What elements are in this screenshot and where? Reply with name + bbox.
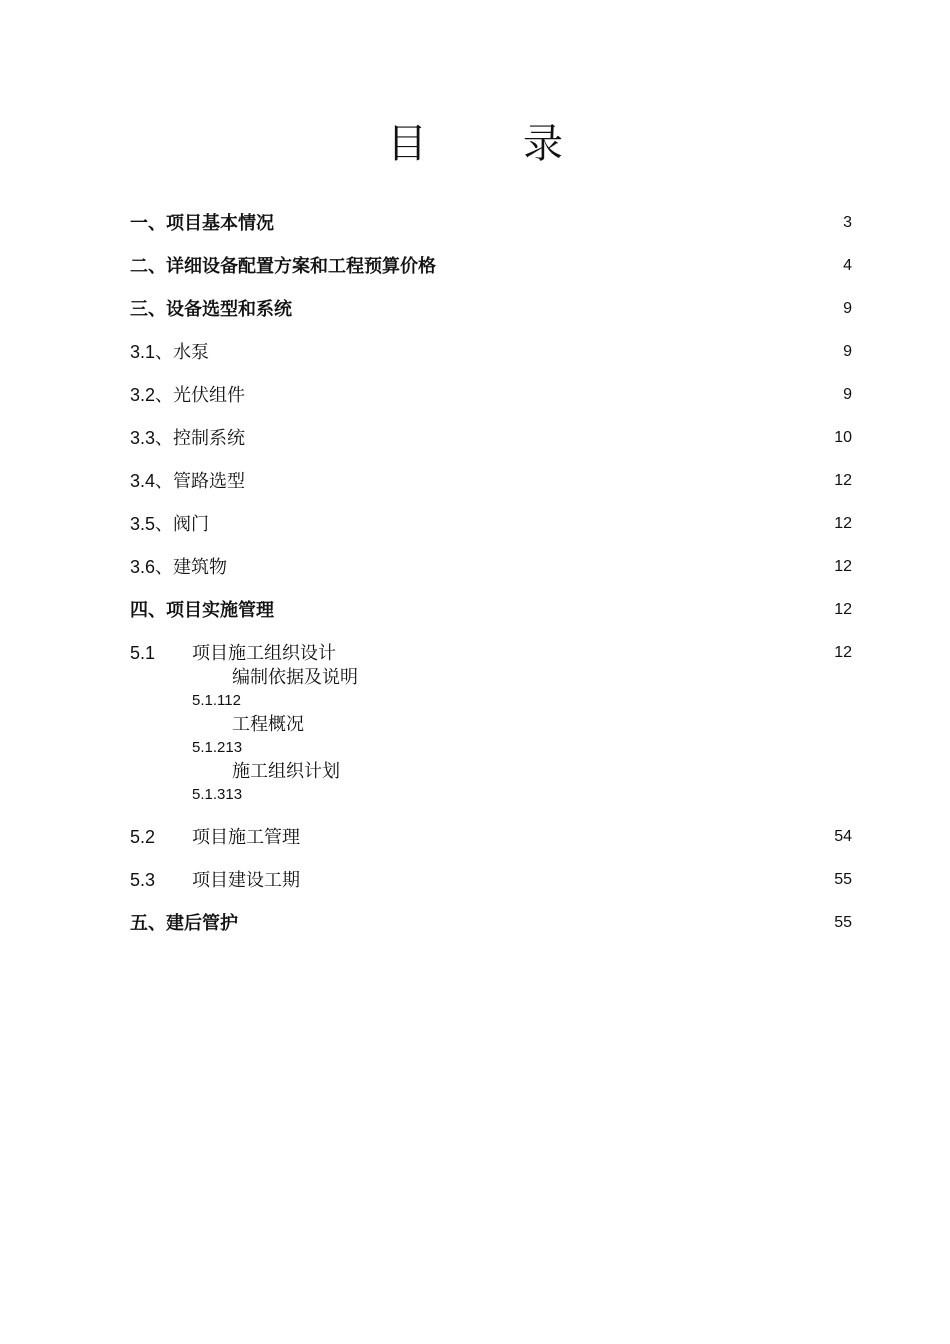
- toc-entry-page: 4: [843, 257, 852, 274]
- toc-entry-page: 12: [834, 472, 852, 489]
- title-char-2: 录: [523, 121, 563, 167]
- toc-entry-label: 二、详细设备配置方案和工程预算价格: [130, 256, 436, 276]
- toc-entry-page: 12: [834, 644, 852, 661]
- toc-entry-label: 3.5、阀门: [130, 514, 210, 534]
- toc-entry-page: 12: [834, 515, 852, 532]
- toc-entry-section-4[interactable]: [130, 597, 852, 623]
- toc-entry-5-1-1-number: 5.1.112: [192, 692, 241, 709]
- toc-entry-label: 三、设备选型和系统: [130, 299, 292, 319]
- toc-entry-label: 项目施工管理: [192, 827, 300, 847]
- toc-entry-page: 9: [843, 386, 852, 403]
- toc-entry-5-2[interactable]: [130, 824, 852, 850]
- toc-entry-label: 3.2、光伏组件: [130, 385, 246, 405]
- toc-entry-number: 5.1: [130, 643, 156, 663]
- toc-entry-label: 五、建后管护: [130, 913, 238, 933]
- toc-entry-page: 12: [834, 558, 852, 575]
- toc-entry-5-1-1-label[interactable]: 编制依据及说明: [232, 667, 358, 687]
- toc-entry-5-3[interactable]: [130, 867, 852, 893]
- toc-entry-5-1-3-label[interactable]: 施工组织计划: [232, 761, 340, 781]
- toc-entry-label: 一、项目基本情况: [130, 213, 274, 233]
- page-title: [0, 112, 950, 169]
- toc-entry-page: 9: [843, 300, 852, 317]
- toc-entry-section-3[interactable]: [130, 296, 852, 322]
- toc-entry-page: 3: [843, 214, 852, 231]
- toc-entry-label: 3.3、控制系统: [130, 428, 246, 448]
- toc-entry-page: 55: [834, 871, 852, 888]
- toc-entry-page: 10: [834, 429, 852, 446]
- toc-entry-page: 55: [834, 914, 852, 931]
- toc-entry-5-1-3-number: 5.1.313: [192, 786, 243, 803]
- toc-entry-number: 5.3: [130, 870, 156, 890]
- toc-entry-section-1[interactable]: [130, 210, 852, 236]
- toc-entry-page: 9: [843, 343, 852, 360]
- toc-entry-5-1-2-number: 5.1.213: [192, 739, 243, 756]
- toc-entry-page: 54: [834, 828, 852, 845]
- toc-entry-number: 5.2: [130, 827, 156, 847]
- toc-entry-page: 12: [834, 601, 852, 618]
- toc-entry-3-1[interactable]: [130, 339, 852, 365]
- toc-entry-5-1-2-label[interactable]: 工程概况: [232, 714, 304, 734]
- toc-entry-label: 项目建设工期: [192, 870, 300, 890]
- toc-entry-3-2[interactable]: [130, 382, 852, 408]
- toc-entry-3-3[interactable]: [130, 425, 852, 451]
- toc-entry-section-2[interactable]: [130, 253, 852, 279]
- toc-entry-label: 3.1、水泵: [130, 342, 210, 362]
- toc-entry-label: 3.6、建筑物: [130, 557, 228, 577]
- toc-entry-label: 四、项目实施管理: [130, 600, 274, 620]
- toc-entry-section-5[interactable]: [130, 910, 852, 936]
- toc-entry-label: 项目施工组织设计: [192, 643, 336, 663]
- toc-entry-5-1[interactable]: [130, 640, 852, 666]
- toc-entry-3-4[interactable]: [130, 468, 852, 494]
- toc-entry-3-6[interactable]: [130, 554, 852, 580]
- toc-entry-label: 3.4、管路选型: [130, 471, 246, 491]
- title-char-1: 目: [387, 121, 427, 167]
- toc-entry-3-5[interactable]: [130, 511, 852, 537]
